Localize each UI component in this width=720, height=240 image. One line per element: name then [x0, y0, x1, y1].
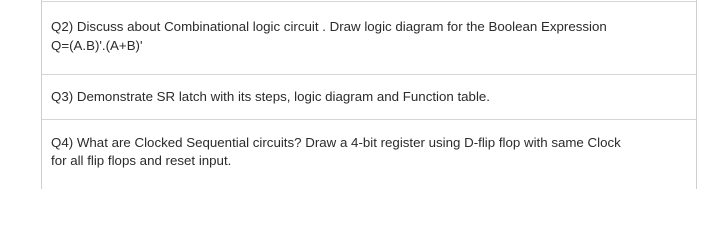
divider-q2-q3: [42, 74, 696, 75]
question-2-line-1: Q2) Discuss about Combinational logic circuit . Draw logic diagram for the Boolean Expression: [51, 19, 607, 34]
question-2-line-2: Q=(A.B)'.(A+B)': [51, 38, 143, 53]
question-4-line-2: for all flip flops and reset input.: [51, 153, 232, 168]
divider-top: [42, 1, 696, 2]
question-4-line-1: Q4) What are Clocked Sequential circuits? Draw a 4-bit register using D-flip flop with same Clock: [51, 135, 621, 150]
question-sheet: [41, 0, 697, 189]
question-3-line-1: Q3) Demonstrate SR latch with its steps, logic diagram and Function table.: [51, 89, 490, 104]
divider-q3-q4: [42, 119, 696, 120]
